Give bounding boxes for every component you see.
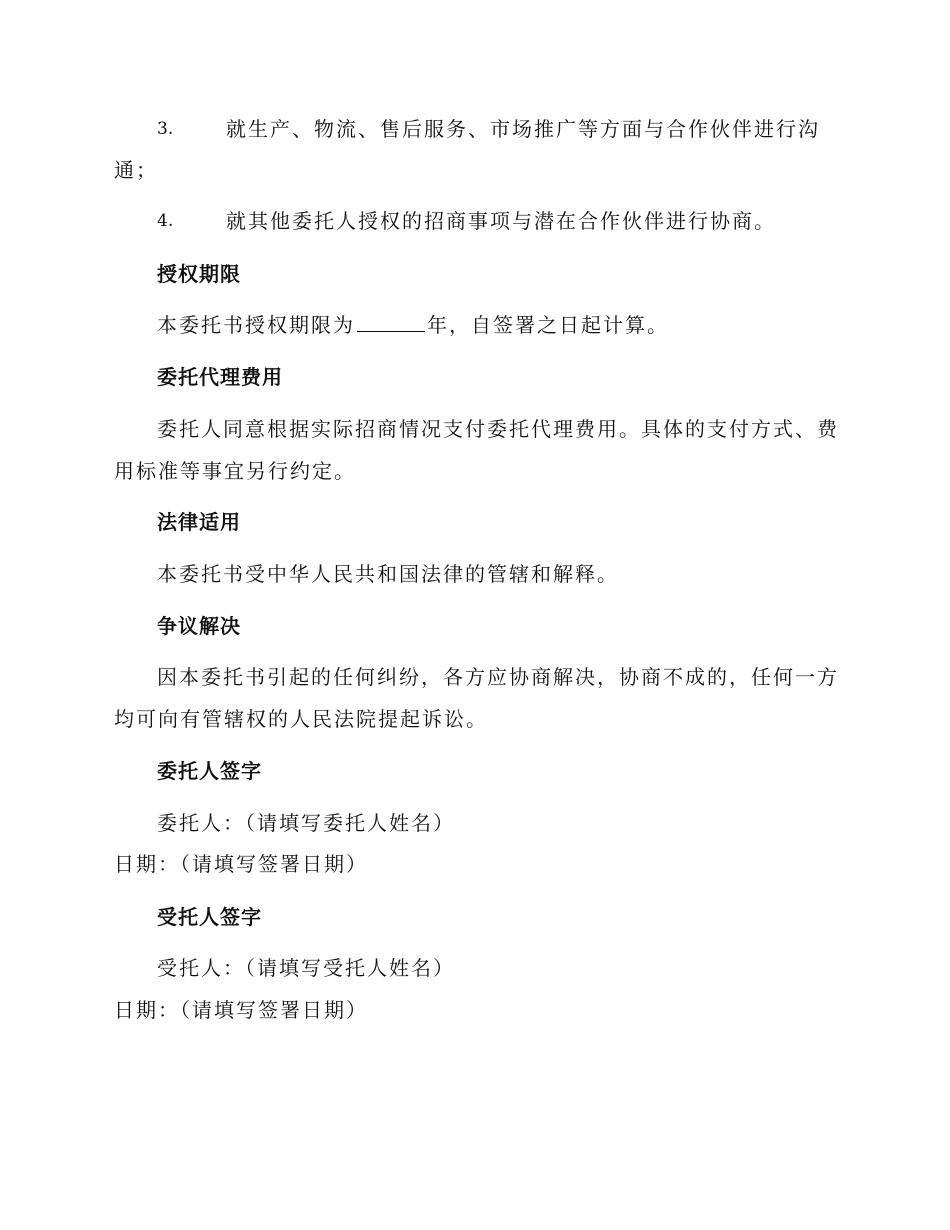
item-3-text-continued: 通；: [114, 158, 158, 182]
term-text: [157, 312, 669, 338]
item-3-text: 就生产、物流、售后服务、市场推广等方面与合作伙伴进行沟: [226, 117, 820, 141]
agent-name-line: 受托人：（请填写受托人姓名）: [157, 956, 455, 980]
fee-text-line2: 用标准等事宜另行约定。: [114, 459, 356, 483]
dispute-text-line1: 因本委托书引起的任何纠纷，各方应协商解决，协商不成的，任何一方: [157, 665, 839, 689]
term-text-after: 年，自签署之日起计算。: [427, 313, 669, 337]
agent-sign-heading: 受托人签字: [157, 905, 262, 929]
law-text: 本委托书受中华人民共和国法律的管辖和解释。: [157, 562, 619, 586]
fee-text-line1: 委托人同意根据实际招商情况支付委托代理费用。具体的支付方式、费: [157, 417, 839, 441]
item-4-text: 就其他委托人授权的招商事项与潜在合作伙伴进行协商。: [226, 209, 776, 233]
agent-date-line: 日期：（请填写签署日期）: [114, 998, 368, 1022]
law-heading: 法律适用: [157, 510, 241, 534]
principal-date-line: 日期：（请填写签署日期）: [114, 852, 368, 876]
term-heading: 授权期限: [157, 262, 241, 286]
dispute-text-line2: 均可向有管辖权的人民法院提起诉讼。: [114, 707, 488, 731]
principal-name-line: 委托人：（请填写委托人姓名）: [157, 811, 455, 835]
term-text-before: 本委托书授权期限为: [157, 313, 355, 337]
principal-sign-heading: 委托人签字: [157, 759, 262, 783]
term-years-blank: [357, 313, 425, 332]
item-3-number: 3.: [157, 119, 174, 139]
dispute-heading: 争议解决: [157, 614, 241, 638]
item-4-number: 4.: [157, 211, 174, 231]
fee-heading: 委托代理费用: [157, 365, 283, 389]
